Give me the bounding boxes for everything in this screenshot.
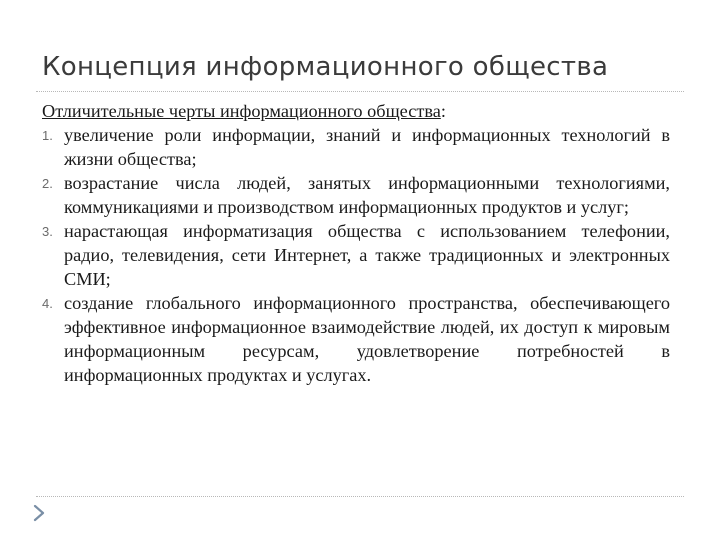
intro-colon: : [440,101,446,121]
list-item-text: нарастающая информатизация общества с использованием телефонии, радио, телевидения, сети Интернет, а также традиционных и электронных СМИ; [64,221,670,289]
list-item-number: 1. [42,128,53,143]
list-item [42,219,670,291]
intro-heading: Отличительные черты информационного общества [42,101,441,121]
footer-divider [36,496,684,497]
list-item [42,291,670,387]
list-item-number: 3. [42,224,53,239]
intro-line [42,99,670,123]
features-list [42,123,670,387]
list-item-text: создание глобального информационного пространства, обеспечивающего эффективное информационное взаимодействие людей, их доступ к мировым информационным ресурсам, удовлетворение потребностей в информационных продуктах и услугах. [64,293,670,385]
list-item-text: увеличение роли информации, знаний и информационных технологий в жизни общества; [64,125,670,169]
list-item-number: 2. [42,176,53,191]
title-divider [36,91,684,92]
list-item [42,123,670,171]
list-item [42,171,670,219]
slide-content [42,99,670,387]
chevron-right-icon[interactable] [30,504,48,522]
list-item-text: возрастание числа людей, занятых информационными технологиями, коммуникациями и производством информационных продуктов и услуг; [64,173,670,217]
slide-title: Концепция информационного общества [42,52,609,82]
list-item-number: 4. [42,296,53,311]
